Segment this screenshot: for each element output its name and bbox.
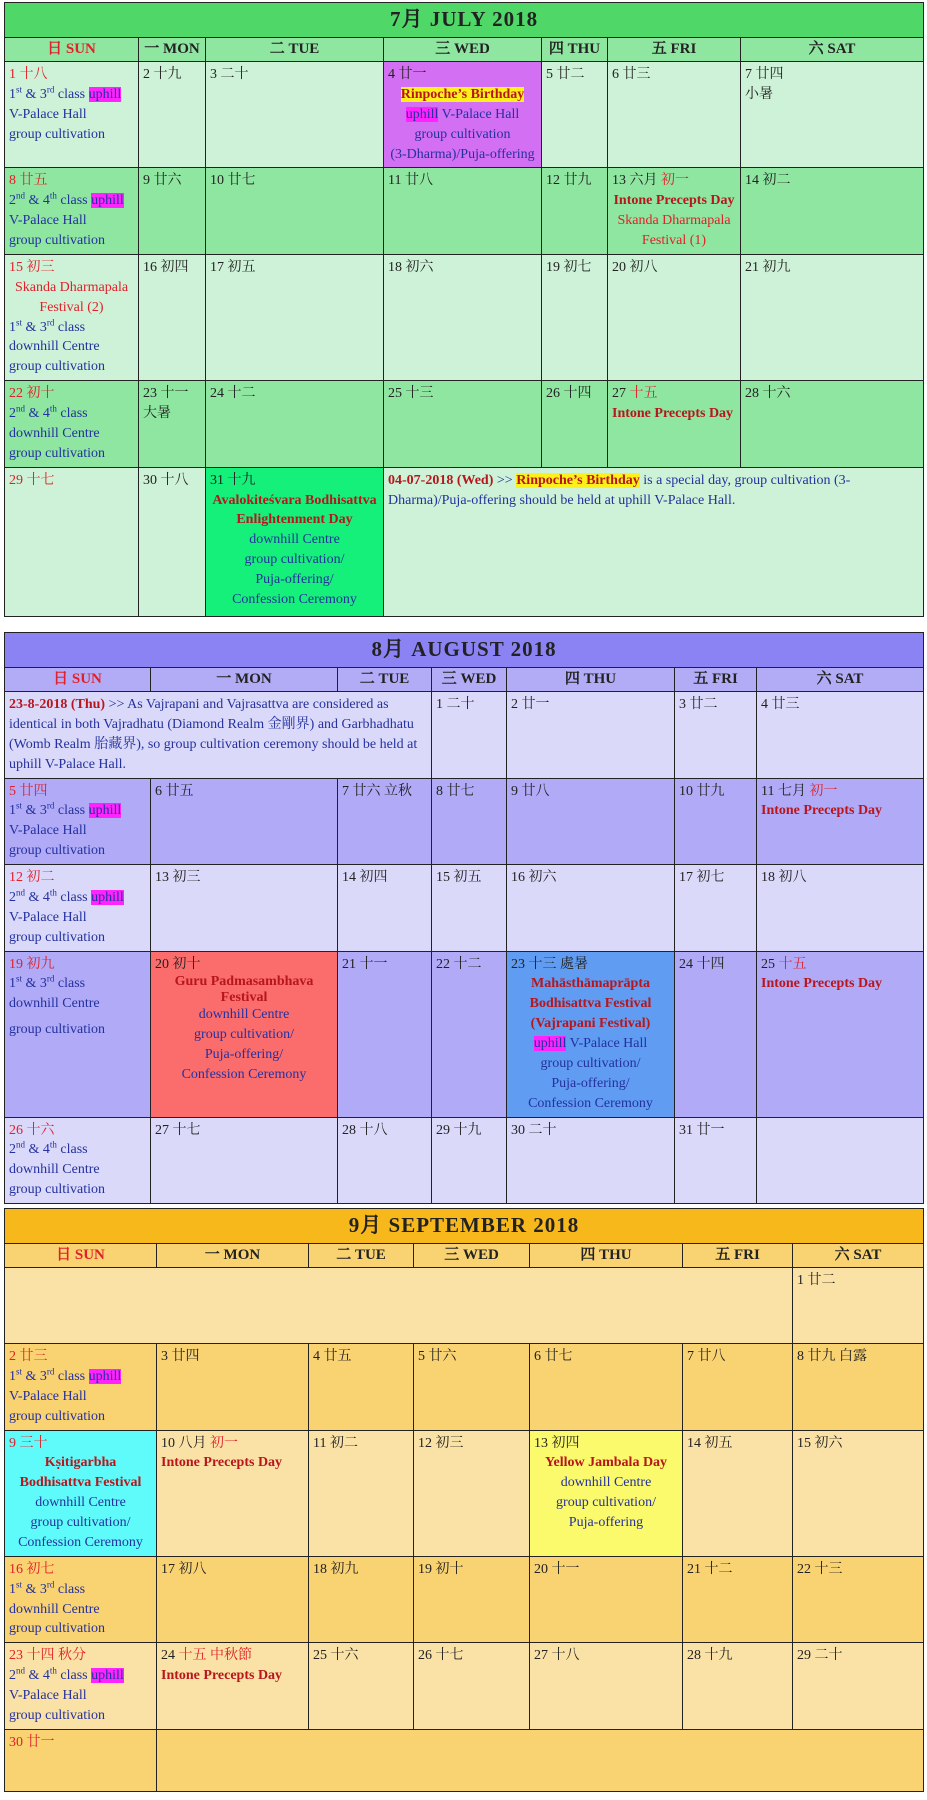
day-cell[interactable]: [384, 168, 542, 255]
event-title: Yellow Jambala Day: [544, 1455, 668, 1471]
day-cell[interactable]: [139, 467, 206, 616]
day-cell[interactable]: [206, 381, 384, 468]
solar-term: 大暑: [143, 406, 171, 422]
day-cell[interactable]: [338, 865, 432, 952]
date-label: 25 十三: [388, 386, 434, 402]
event-title: Intone Precepts Day: [612, 406, 734, 422]
event-title: Mahāsthāmaprāpta: [530, 976, 650, 992]
note-cell: [5, 692, 432, 779]
date-label: 11 七月 初一: [761, 783, 838, 799]
day-cell[interactable]: [675, 778, 757, 865]
day-cell[interactable]: 26 十六 2nd & 4th class downhill Centre group cultivation: [5, 1117, 151, 1204]
header-fri: 五 FRI: [675, 667, 757, 691]
date-label: 26 十四: [546, 386, 592, 402]
day-cell[interactable]: [157, 1556, 309, 1643]
date-label: 31 廿一: [679, 1122, 725, 1138]
date-label: 28 十八: [342, 1122, 388, 1138]
day-cell[interactable]: [432, 865, 507, 952]
header-tue: 二 TUE: [206, 37, 384, 61]
day-cell-event[interactable]: 9 三十 Kṣitigarbha Bodhisattva Festival downhill Centre group cultivation/ Confession Ceremony: [5, 1430, 157, 1556]
header-tue: 二 TUE: [309, 1243, 414, 1267]
day-cell-event[interactable]: 23 十三 處暑 Mahāsthāmaprāpta Bodhisattva Festival (Vajrapani Festival) uphill V-Palace Hall group cultivation/ Puja-offering/ Confession Ceremony: [507, 951, 675, 1117]
day-cell[interactable]: [507, 865, 675, 952]
date-label: 20 初八: [612, 259, 658, 275]
day-cell[interactable]: [338, 1117, 432, 1204]
date-label: 19 初十: [418, 1561, 464, 1577]
date-label: 22 初十: [9, 386, 55, 402]
week-row: [5, 951, 924, 1117]
day-cell[interactable]: [793, 1268, 924, 1344]
date-label: 29 二十: [797, 1648, 843, 1664]
date-label: 15 初六: [797, 1435, 843, 1451]
date-label: 17 初八: [161, 1561, 207, 1577]
date-label: 7 廿八: [687, 1349, 726, 1365]
calendar-august: [4, 632, 923, 1204]
day-cell[interactable]: [741, 381, 924, 468]
week-row: [5, 692, 924, 779]
class-line: 1st & 3rd class: [9, 316, 86, 335]
day-cell-event[interactable]: 13 初四 Yellow Jambala Day downhill Centre group cultivation/ Puja-offering: [530, 1430, 683, 1556]
date-label: 30 廿一: [9, 1734, 55, 1750]
week-row: [5, 1344, 924, 1431]
date-label: 25 十六: [313, 1648, 359, 1664]
july-table: [4, 2, 924, 617]
date-label: 27 十八: [534, 1648, 580, 1664]
september-table: [4, 1208, 924, 1792]
date-label: 14 初四: [342, 870, 388, 886]
class-line: 2nd & 4th class: [9, 1139, 88, 1158]
class-line: 1st & 3rd class uphill: [9, 800, 122, 819]
day-cell[interactable]: [683, 1556, 793, 1643]
week-row: [5, 1556, 924, 1643]
header-fri: 五 FRI: [608, 37, 741, 61]
date-label: 10 廿九: [679, 783, 725, 799]
event-title: Intone Precepts Day: [161, 1455, 283, 1471]
day-cell[interactable]: [542, 62, 608, 168]
day-cell[interactable]: 12 初二 2nd & 4th class uphill V-Palace Hall group cultivation: [5, 865, 151, 952]
date-label: 23 十四 秋分: [9, 1648, 86, 1664]
class-line: 2nd & 4th class uphill: [9, 887, 124, 905]
day-cell[interactable]: [206, 168, 384, 255]
empty-cell: [5, 1268, 793, 1344]
week-row: [5, 865, 924, 952]
day-cell[interactable]: [338, 951, 432, 1117]
date-label: 10 八月 初一: [161, 1435, 238, 1451]
date-label: 10 廿七: [210, 173, 256, 189]
header-tue: 二 TUE: [338, 667, 432, 691]
day-cell[interactable]: [683, 1430, 793, 1556]
event-title: Kṣitigarbha: [44, 1455, 117, 1471]
date-label: 6 廿五: [155, 783, 194, 799]
date-label: 17 初七: [679, 870, 725, 886]
header-sun: 日 SUN: [5, 667, 151, 691]
date-label: 6 廿三: [612, 67, 651, 83]
date-label: 18 初八: [761, 870, 807, 886]
date-label: 1 十八: [9, 67, 48, 83]
day-cell[interactable]: [757, 1117, 924, 1204]
day-cell[interactable]: [530, 1556, 683, 1643]
activity-line: group cultivation: [9, 126, 106, 142]
july-title: 7月 JULY 2018: [5, 3, 924, 38]
date-label: 13 初三: [155, 870, 201, 886]
date-label: 12 廿九: [546, 173, 592, 189]
day-cell[interactable]: [206, 62, 384, 168]
day-cell[interactable]: [414, 1556, 530, 1643]
day-cell[interactable]: [151, 778, 338, 865]
date-label: 27 十七: [155, 1122, 201, 1138]
note-text: 23-8-2018 (Thu) >> As Vajrapani and Vajrasattva are considered as identical in both Vajradhatu (Diamond Realm 金剛界) and Garbhadhatu (Womb Realm 胎藏界), so group cultivation ceremony should be held at uphill V-Palace Hall.: [9, 697, 418, 772]
date-label: 31 十九: [210, 472, 256, 488]
date-label: 21 十一: [342, 956, 388, 972]
date-label: 5 廿六: [418, 1349, 457, 1365]
date-label: 15 初三: [9, 259, 55, 275]
date-label: 1 二十: [436, 697, 475, 713]
day-cell[interactable]: [542, 381, 608, 468]
location-line: V-Palace Hall: [9, 106, 87, 122]
day-cell-event[interactable]: 31 十九 Avalokiteśvara Bodhisattva Enlightenment Day downhill Centre group cultivation/ Puja-offering/ Confession Ceremony: [206, 467, 384, 616]
weekday-header-row: [5, 1243, 924, 1267]
date-label: 12 初三: [418, 1435, 464, 1451]
day-cell[interactable]: [757, 778, 924, 865]
date-label: 2 廿一: [511, 697, 550, 713]
day-cell[interactable]: [432, 692, 507, 779]
day-cell[interactable]: [151, 1117, 338, 1204]
day-cell[interactable]: [5, 1729, 157, 1791]
solar-term: 小暑: [745, 86, 773, 102]
day-cell-event[interactable]: 4 廿一 Rinpoche’s Birthday uphill V-Palace Hall group cultivation (3-Dharma)/Puja-offering: [384, 62, 542, 168]
day-cell[interactable]: [309, 1643, 414, 1730]
day-cell[interactable]: [608, 381, 741, 468]
date-label: 24 十四: [679, 956, 725, 972]
date-label: 2 十九: [143, 67, 182, 83]
empty-cell: [157, 1729, 924, 1791]
week-row: [5, 1117, 924, 1204]
week-row: [5, 467, 924, 616]
date-label: 8 廿五: [9, 173, 48, 189]
date-label: 6 廿七: [534, 1349, 573, 1365]
date-label: 14 初二: [745, 173, 791, 189]
day-cell[interactable]: [414, 1344, 530, 1431]
day-cell[interactable]: [741, 254, 924, 380]
day-cell[interactable]: [683, 1643, 793, 1730]
day-cell[interactable]: [5, 62, 139, 168]
calendar-september: [4, 1208, 923, 1792]
date-label: 13 初四: [534, 1435, 580, 1451]
note-cell: [384, 467, 924, 616]
date-label: 3 廿二: [679, 697, 718, 713]
day-cell[interactable]: [139, 168, 206, 255]
day-cell[interactable]: [675, 951, 757, 1117]
day-cell[interactable]: [793, 1430, 924, 1556]
date-label: 20 十一: [534, 1561, 580, 1577]
date-label: 30 二十: [511, 1122, 557, 1138]
day-cell[interactable]: 13 六月 初一 Intone Precepts Day Skanda Dharmapala Festival (1): [608, 168, 741, 255]
date-label: 7 廿六 立秋: [342, 783, 412, 799]
week-row: [5, 381, 924, 468]
day-cell[interactable]: [384, 254, 542, 380]
date-label: 24 十五 中秋節: [161, 1648, 252, 1664]
date-label: 11 廿八: [388, 173, 433, 189]
date-label: 9 廿八: [511, 783, 550, 799]
date-label: 26 十七: [418, 1648, 464, 1664]
day-cell[interactable]: 2 廿三 1st & 3rd class uphill V-Palace Hall group cultivation: [5, 1344, 157, 1431]
date-label: 30 十八: [143, 472, 189, 488]
date-label: 5 廿四: [9, 783, 48, 799]
day-cell[interactable]: [507, 692, 675, 779]
date-label: 9 廿六: [143, 173, 182, 189]
date-label: 22 十二: [436, 956, 482, 972]
day-cell[interactable]: [414, 1430, 530, 1556]
day-cell[interactable]: [608, 254, 741, 380]
day-cell[interactable]: [384, 381, 542, 468]
date-label: 8 廿九 白露: [797, 1349, 867, 1365]
week-row: [5, 1643, 924, 1730]
week-row: [5, 1729, 924, 1791]
date-label: 27 十五: [612, 386, 658, 402]
august-table: [4, 632, 924, 1204]
day-cell[interactable]: [757, 692, 924, 779]
date-label: 15 初五: [436, 870, 482, 886]
day-cell[interactable]: [507, 1117, 675, 1204]
date-label: 12 初二: [9, 870, 55, 886]
date-label: 4 廿一: [388, 67, 427, 83]
class-line: 2nd & 4th class uphill: [9, 190, 124, 209]
date-label: 19 初七: [546, 259, 592, 275]
week-row: [5, 1430, 924, 1556]
day-cell[interactable]: [5, 467, 139, 616]
header-thu: 四 THU: [530, 1243, 683, 1267]
day-cell[interactable]: [793, 1556, 924, 1643]
day-cell[interactable]: 16 初七 1st & 3rd class downhill Centre group cultivation: [5, 1556, 157, 1643]
event-title: Intone Precepts Day: [161, 1668, 283, 1684]
weekday-header-row: [5, 37, 924, 61]
header-sat: 六 SAT: [757, 667, 924, 691]
date-label: 1 廿二: [797, 1273, 836, 1289]
header-sat: 六 SAT: [741, 37, 924, 61]
date-label: 21 十二: [687, 1561, 733, 1577]
day-cell[interactable]: [309, 1430, 414, 1556]
day-cell[interactable]: [757, 865, 924, 952]
date-label: 21 初九: [745, 259, 791, 275]
weekday-header-row: [5, 667, 924, 691]
day-cell[interactable]: [675, 1117, 757, 1204]
date-label: 8 廿七: [436, 783, 475, 799]
date-label: 18 初六: [388, 259, 434, 275]
header-sun: 日 SUN: [5, 1243, 157, 1267]
header-wed: 三 WED: [432, 667, 507, 691]
day-cell[interactable]: [530, 1344, 683, 1431]
class-line: 2nd & 4th class: [9, 403, 88, 422]
september-title: 9月 SEPTEMBER 2018: [5, 1209, 924, 1244]
calendar-july: [4, 2, 923, 617]
day-cell[interactable]: 5 廿四 1st & 3rd class uphill V-Palace Hall group cultivation: [5, 778, 151, 865]
header-mon: 一 MON: [157, 1243, 309, 1267]
date-label: 16 初六: [511, 870, 557, 886]
date-label: 22 十三: [797, 1561, 843, 1577]
date-label: 17 初五: [210, 259, 256, 275]
day-cell[interactable]: [530, 1643, 683, 1730]
event-title: Avalokiteśvara Bodhisattva: [212, 492, 377, 508]
day-cell[interactable]: [139, 254, 206, 380]
day-cell[interactable]: [157, 1643, 309, 1730]
week-row: [5, 254, 924, 380]
date-label: 26 十六: [9, 1122, 55, 1138]
day-cell[interactable]: [507, 778, 675, 865]
week-row: [5, 62, 924, 168]
header-sat: 六 SAT: [793, 1243, 924, 1267]
event-title: Intone Precepts Day: [761, 976, 883, 992]
date-label: 20 初十: [155, 956, 201, 972]
date-label: 4 廿三: [761, 697, 800, 713]
day-cell[interactable]: [793, 1643, 924, 1730]
class-line: 1st & 3rd class: [9, 973, 86, 992]
day-cell[interactable]: [151, 865, 338, 952]
day-cell[interactable]: [432, 1117, 507, 1204]
header-thu: 四 THU: [542, 37, 608, 61]
header-mon: 一 MON: [139, 37, 206, 61]
day-cell[interactable]: [309, 1556, 414, 1643]
date-label: 9 三十: [9, 1435, 48, 1451]
week-row: [5, 1268, 924, 1344]
day-cell[interactable]: [793, 1344, 924, 1431]
day-cell[interactable]: [542, 168, 608, 255]
date-label: 16 初七: [9, 1561, 55, 1577]
day-cell[interactable]: [414, 1643, 530, 1730]
day-cell[interactable]: [432, 951, 507, 1117]
day-cell[interactable]: [432, 778, 507, 865]
header-thu: 四 THU: [507, 667, 675, 691]
day-cell[interactable]: [206, 254, 384, 380]
date-label: 29 十七: [9, 472, 55, 488]
date-label: 7 廿四: [745, 67, 784, 83]
day-cell[interactable]: 22 初十 2nd & 4th class downhill Centre group cultivation: [5, 381, 139, 468]
day-cell[interactable]: 23 十四 秋分 2nd & 4th class uphill V-Palace Hall group cultivation: [5, 1643, 157, 1730]
header-wed: 三 WED: [414, 1243, 530, 1267]
date-label: 18 初九: [313, 1561, 359, 1577]
day-cell[interactable]: [139, 381, 206, 468]
event-title: Rinpoche’s Birthday: [400, 86, 525, 102]
date-label: 3 二十: [210, 67, 249, 83]
day-cell[interactable]: [157, 1344, 309, 1431]
date-label: 19 初九: [9, 956, 55, 972]
date-label: 29 十九: [436, 1122, 482, 1138]
date-label: 14 初五: [687, 1435, 733, 1451]
note-text: 04-07-2018 (Wed) >> Rinpoche’s Birthday is a special day, group cultivation (3-Dharma)/Puja-offering should be held at uphill V-Palace Hall.: [388, 472, 851, 508]
class-line: 2nd & 4th class uphill: [9, 1665, 124, 1684]
date-label: 23 十一: [143, 386, 189, 402]
day-cell[interactable]: [741, 62, 924, 168]
date-label: 4 廿五: [313, 1349, 352, 1365]
date-label: 11 初二: [313, 1435, 358, 1451]
day-cell[interactable]: [608, 62, 741, 168]
day-cell[interactable]: [675, 865, 757, 952]
date-label: 3 廿四: [161, 1349, 200, 1365]
day-cell[interactable]: [309, 1344, 414, 1431]
day-cell[interactable]: [139, 62, 206, 168]
date-label: 2 廿三: [9, 1349, 48, 1365]
class-line: 1st & 3rd class: [9, 1579, 86, 1597]
day-cell[interactable]: [741, 168, 924, 255]
week-row: [5, 168, 924, 255]
header-fri: 五 FRI: [683, 1243, 793, 1267]
header-mon: 一 MON: [151, 667, 338, 691]
header-wed: 三 WED: [384, 37, 542, 61]
day-cell-event[interactable]: 20 初十 Guru Padmasambhava Festival downhill Centre group cultivation/ Puja-offering/ Confession Ceremony: [151, 951, 338, 1117]
header-sun: 日 SUN: [5, 37, 139, 61]
date-label: 16 初四: [143, 259, 189, 275]
day-cell[interactable]: 8 廿五 2nd & 4th class uphill V-Palace Hall group cultivation: [5, 168, 139, 255]
day-cell[interactable]: [542, 254, 608, 380]
day-cell[interactable]: [338, 778, 432, 865]
date-label: 23 十三 處暑: [511, 956, 588, 972]
date-label: 24 十二: [210, 386, 256, 402]
date-label: 5 廿二: [546, 67, 585, 83]
week-row: [5, 778, 924, 865]
date-label: 28 十六: [745, 386, 791, 402]
day-cell[interactable]: [683, 1344, 793, 1431]
event-title: Guru Padmasambhava: [174, 974, 314, 990]
day-cell[interactable]: [675, 692, 757, 779]
class-line: 1st & 3rd class uphill: [9, 1366, 122, 1384]
class-line: 1st & 3rd class uphill: [9, 84, 122, 102]
august-title: 8月 AUGUST 2018: [5, 633, 924, 668]
date-label: 25 十五: [761, 956, 807, 972]
event-title: Intone Precepts Day: [761, 803, 883, 819]
day-cell[interactable]: 19 初九 1st & 3rd class downhill Centre group cultivation: [5, 951, 151, 1117]
event-title: Intone Precepts Day: [613, 193, 735, 209]
day-cell[interactable]: 15 初三 Skanda Dharmapala Festival (2) 1st & 3rd class downhill Centre group cultivation: [5, 254, 139, 380]
date-label: 28 十九: [687, 1648, 733, 1664]
date-label: 13 六月 初一: [612, 173, 689, 189]
day-cell[interactable]: [757, 951, 924, 1117]
day-cell[interactable]: [157, 1430, 309, 1556]
